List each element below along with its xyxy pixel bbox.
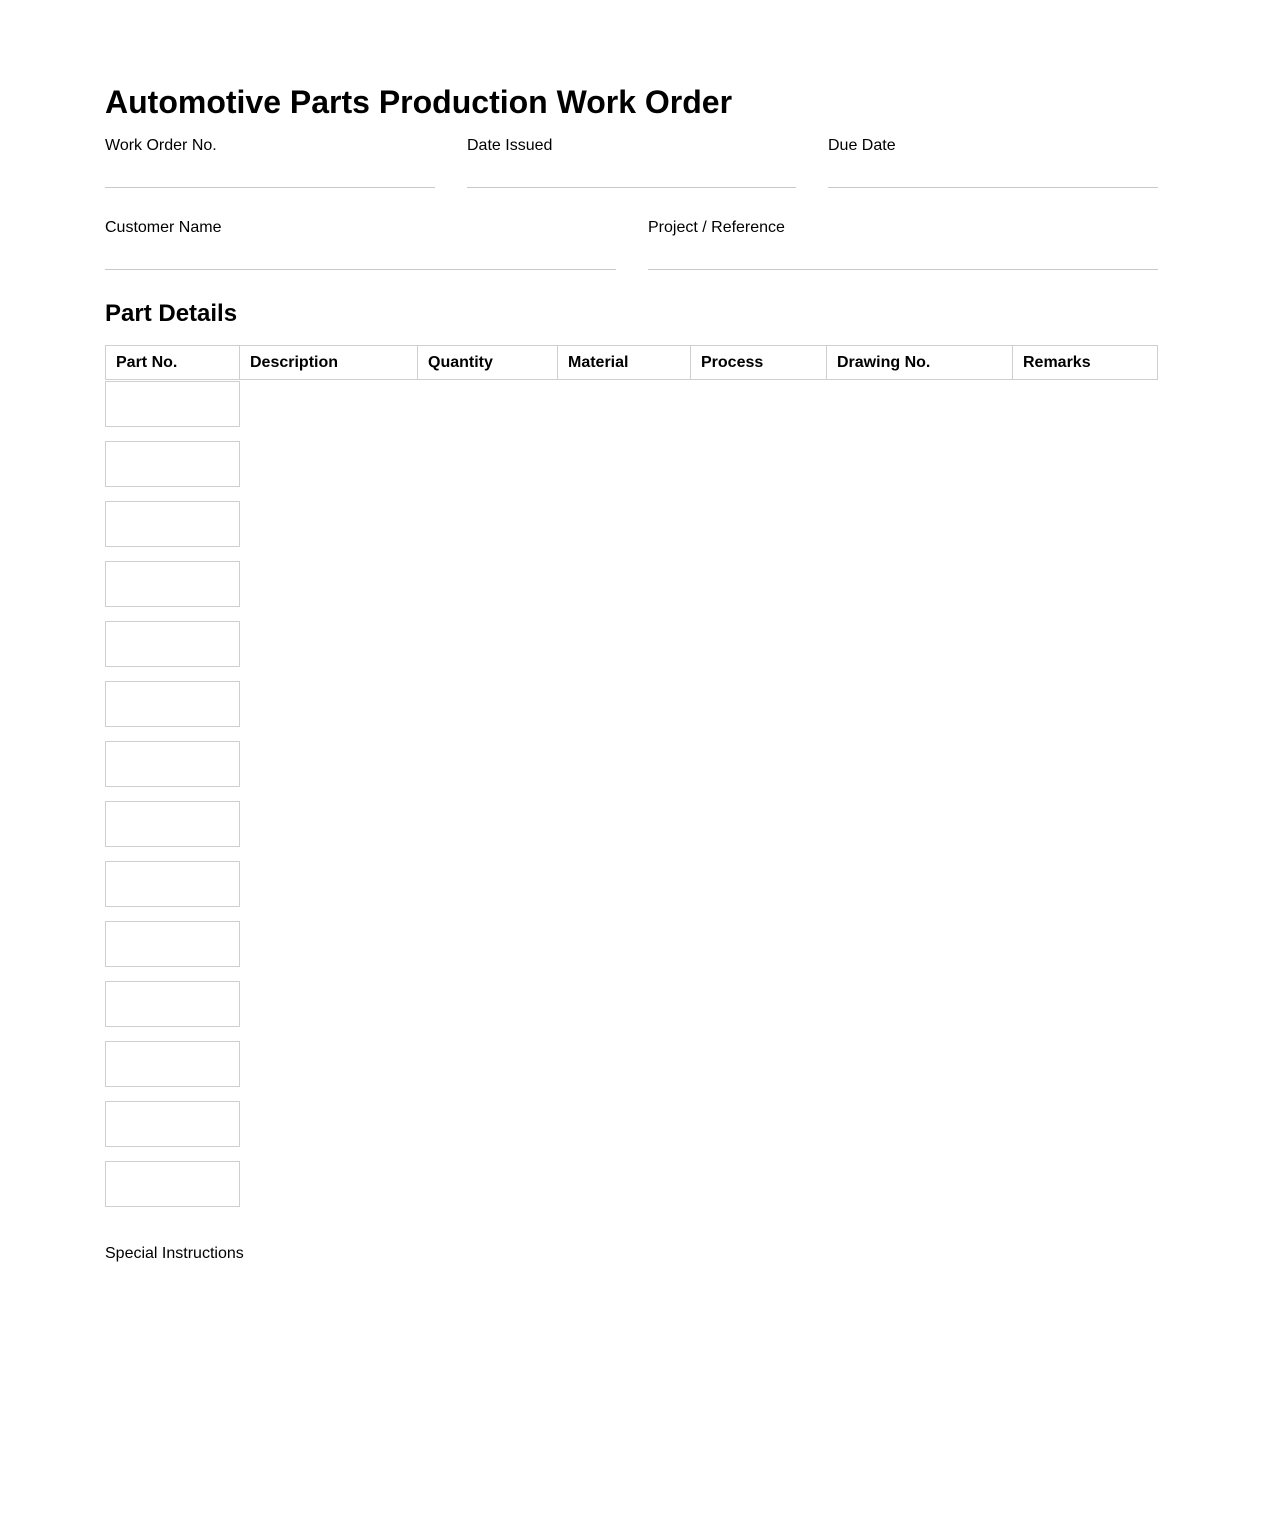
part-no-cell[interactable] [105, 1041, 240, 1087]
customer-name-field[interactable] [105, 269, 616, 270]
part-no-cell[interactable] [105, 681, 240, 727]
date-issued-field[interactable] [467, 187, 796, 188]
special-instructions-label: Special Instructions [105, 1245, 244, 1262]
page-title: Automotive Parts Production Work Order [105, 84, 733, 120]
due-date-label: Due Date [828, 137, 896, 154]
part-no-cell[interactable] [105, 861, 240, 907]
customer-name-label: Customer Name [105, 219, 222, 236]
project-reference-label: Project / Reference [648, 219, 785, 236]
work-order-no-field[interactable] [105, 187, 435, 188]
column-header-part-no: Part No. [106, 346, 240, 379]
project-reference-field[interactable] [648, 269, 1158, 270]
special-instructions-field[interactable] [105, 1270, 1158, 1470]
column-header-material: Material [558, 346, 691, 379]
part-details-heading: Part Details [105, 300, 238, 327]
part-no-cell[interactable] [105, 561, 240, 607]
column-header-drawing-no: Drawing No. [827, 346, 1013, 379]
part-no-cell[interactable] [105, 441, 240, 487]
date-issued-label: Date Issued [467, 137, 553, 154]
work-order-no-label: Work Order No. [105, 137, 217, 154]
due-date-field[interactable] [828, 187, 1158, 188]
part-no-cell[interactable] [105, 501, 240, 547]
part-no-cell[interactable] [105, 741, 240, 787]
part-no-cell[interactable] [105, 981, 240, 1027]
parts-table-header [105, 345, 1158, 380]
column-header-description: Description [240, 346, 418, 379]
column-header-process: Process [691, 346, 827, 379]
part-no-cell[interactable] [105, 381, 240, 427]
part-no-cell[interactable] [105, 921, 240, 967]
part-no-cell[interactable] [105, 1101, 240, 1147]
part-no-cell[interactable] [105, 1161, 240, 1207]
part-no-cell[interactable] [105, 801, 240, 847]
column-header-quantity: Quantity [418, 346, 558, 379]
column-header-remarks: Remarks [1023, 354, 1091, 371]
part-no-cell[interactable] [105, 621, 240, 667]
